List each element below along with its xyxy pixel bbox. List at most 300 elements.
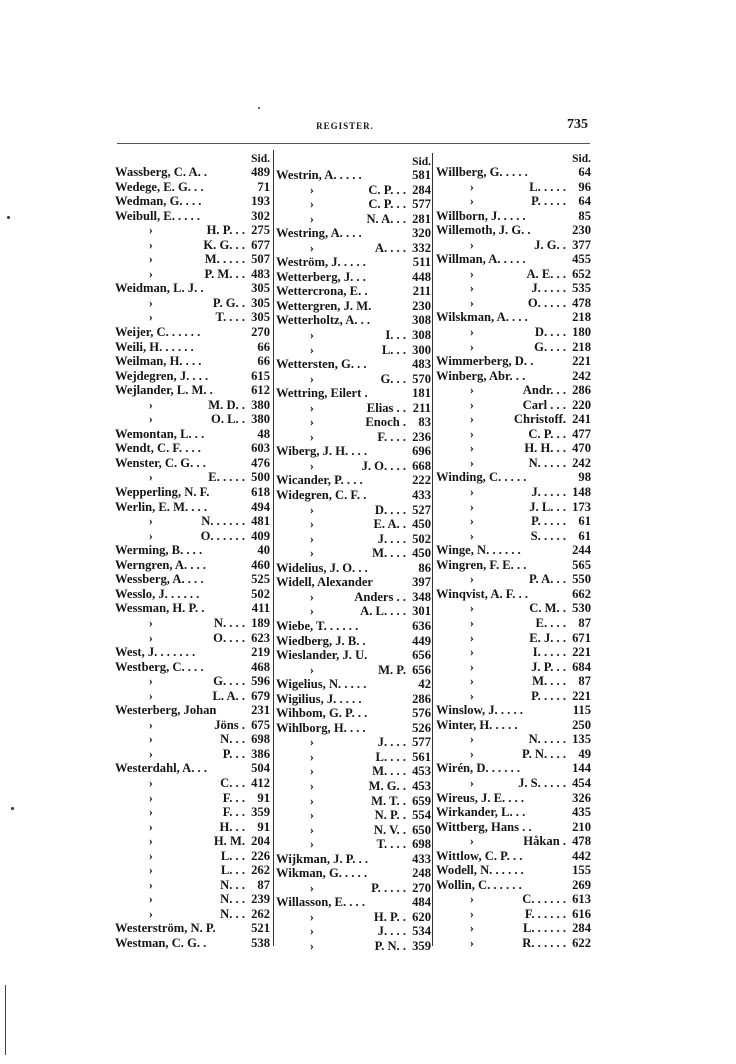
ditto-mark: › — [469, 455, 474, 470]
entry-name: J. P. . . — [531, 659, 566, 674]
index-entry — [436, 281, 591, 296]
entry-page: 242 — [572, 455, 591, 470]
index-entry — [115, 689, 270, 704]
index-entry — [115, 165, 270, 180]
entry-name: Wepperling, N. F. — [115, 485, 210, 500]
spacer — [314, 837, 376, 852]
entry-page: 483 — [412, 357, 431, 372]
ditto-mark: › — [309, 240, 314, 255]
ditto-mark: › — [148, 790, 153, 805]
entry-name: F. . . — [222, 790, 245, 805]
spacer — [153, 718, 214, 733]
entry-page: 504 — [251, 761, 270, 776]
index-entry — [115, 805, 270, 820]
entry-page: 332 — [412, 240, 431, 255]
entry-page: 527 — [412, 502, 431, 517]
ditto-mark: › — [309, 531, 314, 546]
index-entry — [436, 369, 591, 384]
spacer — [200, 209, 245, 224]
ditto-mark: › — [148, 630, 153, 645]
ditto-mark: › — [309, 604, 314, 619]
entry-name: L. . . — [381, 342, 406, 357]
index-entry — [436, 645, 591, 660]
entry-name: R. . . . . . — [522, 935, 566, 950]
entry-name: Winslow, J. . . . . — [436, 703, 523, 718]
ditto-mark: › — [309, 793, 314, 808]
spacer — [368, 284, 406, 299]
index-entry — [276, 852, 431, 867]
entry-page: 301 — [412, 604, 431, 619]
index-entry — [436, 631, 591, 646]
entry-name: A. . . . — [374, 240, 406, 255]
spacer — [474, 601, 529, 616]
index-entry — [436, 747, 591, 762]
index-entry — [276, 212, 431, 227]
entry-page: 684 — [572, 659, 591, 674]
entry-name: N. V. . — [373, 822, 406, 837]
spacer — [314, 663, 378, 678]
ditto-mark: › — [309, 778, 314, 793]
entry-name: O. . . . . . — [200, 528, 245, 543]
entry-page: 269 — [572, 877, 591, 892]
index-entry — [276, 517, 431, 532]
entry-page: 554 — [412, 808, 431, 823]
spacer — [314, 372, 380, 387]
index-entry — [115, 456, 270, 471]
index-entry — [276, 328, 431, 343]
entry-page: 577 — [412, 735, 431, 750]
spacer — [314, 779, 369, 794]
entry-page: 91 — [257, 819, 270, 834]
index-entry — [436, 718, 591, 733]
entry-page: 561 — [412, 749, 431, 764]
index-entry — [436, 587, 591, 602]
scan-speck — [258, 107, 260, 109]
ditto-mark: › — [148, 892, 153, 907]
ditto-mark: › — [148, 805, 153, 820]
spacer — [474, 645, 533, 660]
entry-page: 380 — [251, 412, 270, 427]
entry-page: 453 — [412, 778, 431, 793]
entry-name: S. . . . . — [530, 528, 566, 543]
spacer — [474, 907, 525, 922]
entry-name: J. . . . . — [531, 485, 566, 500]
entry-page: 616 — [572, 906, 591, 921]
spacer — [207, 165, 245, 180]
ditto-mark: › — [148, 266, 153, 281]
index-entry — [276, 473, 431, 488]
ditto-mark: › — [148, 688, 153, 703]
spacer — [209, 485, 245, 500]
entry-page: 64 — [578, 194, 591, 209]
entry-name: Wingren, F. E. . . — [436, 557, 527, 572]
entry-name: J. S. . . . . — [518, 775, 566, 790]
ditto-mark: › — [309, 415, 314, 430]
entry-name: Wedman, G. . . . — [115, 194, 202, 209]
entry-name: H. P. . — [373, 909, 406, 924]
index-entry — [115, 732, 270, 747]
entry-name: M. T. . — [371, 793, 406, 808]
entry-page: 530 — [572, 601, 591, 616]
spacer — [201, 194, 245, 209]
index-entry — [436, 616, 591, 631]
entry-page: 210 — [572, 819, 591, 834]
ditto-mark: › — [148, 252, 153, 267]
entry-name: M. D. . — [208, 397, 245, 412]
ditto-mark: › — [469, 397, 474, 412]
entry-page: 397 — [412, 575, 431, 590]
spacer — [314, 183, 368, 198]
spacer — [528, 310, 566, 325]
index-entry — [436, 601, 591, 616]
spacer — [314, 924, 378, 939]
entry-name: Håkan . — [523, 834, 566, 849]
entry-page: 155 — [572, 863, 591, 878]
index-entry — [115, 863, 270, 878]
entry-page: 239 — [251, 892, 270, 907]
ditto-mark: › — [469, 412, 474, 427]
spacer — [474, 936, 522, 951]
index-entry — [436, 325, 591, 340]
index-entry — [115, 281, 270, 296]
entry-page: 662 — [572, 586, 591, 601]
spacer — [363, 473, 406, 488]
entry-name: P. . . . . — [531, 514, 566, 529]
entry-name: E. . . . — [535, 615, 566, 630]
index-entry — [436, 674, 591, 689]
entry-name: Wirén, D. . . . . . — [436, 761, 521, 776]
index-entry — [115, 325, 270, 340]
spacer — [366, 721, 406, 736]
entry-page: 308 — [412, 328, 431, 343]
index-entry — [276, 226, 431, 241]
entry-page: 211 — [412, 284, 431, 299]
entry-page: 570 — [412, 371, 431, 386]
spacer — [153, 892, 220, 907]
entry-page: 526 — [412, 720, 431, 735]
entry-name: Westrin, A. . . . . — [276, 168, 362, 182]
entry-name: Wigelius, N. . . . . — [276, 677, 367, 692]
spacer — [314, 328, 385, 343]
spacer — [314, 590, 354, 605]
index-entry — [436, 165, 591, 180]
ditto-mark: › — [309, 400, 314, 415]
entry-page: 221 — [572, 354, 591, 369]
index-entry — [436, 820, 591, 835]
entry-page: 386 — [251, 746, 270, 761]
index-entry — [276, 823, 431, 838]
index-entry — [436, 383, 591, 398]
entry-page: 484 — [412, 895, 431, 910]
entry-name: J. . . . — [377, 924, 406, 939]
entry-page: 677 — [251, 237, 270, 252]
spacer — [206, 558, 245, 573]
spacer — [314, 517, 373, 532]
spacer — [153, 689, 212, 704]
scan-speck — [11, 807, 14, 810]
entry-name: Weibull, E. . . . . — [115, 208, 201, 223]
spacer — [194, 340, 245, 355]
entry-name: Westberg, C. . . . — [115, 659, 204, 674]
entry-name: Wessman, H. P. . — [115, 601, 205, 616]
index-entry — [276, 837, 431, 852]
entry-name: Willemoth, J. G. . — [436, 223, 531, 238]
entry-name: Westerström, N. P. — [115, 921, 216, 936]
index-entry — [276, 794, 431, 809]
index-entry — [115, 529, 270, 544]
entry-name: J. . . . — [377, 735, 406, 750]
entry-page: 450 — [412, 546, 431, 561]
entry-page: 148 — [572, 485, 591, 500]
entry-name: Wittberg, Hans . . — [436, 819, 532, 834]
ditto-mark: › — [309, 182, 314, 197]
index-entry — [115, 441, 270, 456]
entry-name: Wicander, P. . . . — [276, 473, 363, 488]
entry-page: 189 — [251, 615, 270, 630]
index-entry — [436, 776, 591, 791]
index-entry — [115, 310, 270, 325]
spacer — [314, 241, 375, 256]
entry-page: 286 — [412, 691, 431, 706]
index-entry — [276, 590, 431, 605]
entry-name: C. P. . . — [368, 197, 406, 212]
index-entry — [276, 561, 431, 576]
spacer — [365, 895, 406, 910]
spacer — [153, 296, 213, 311]
ditto-mark: › — [309, 589, 314, 604]
entry-name: Wihbom, G. P. . . — [276, 706, 368, 721]
spacer — [474, 456, 529, 471]
ditto-mark: › — [309, 662, 314, 677]
index-entry — [115, 921, 270, 936]
entry-page: 193 — [251, 194, 270, 209]
spacer — [314, 808, 375, 823]
entry-name: T. . . . — [376, 837, 406, 852]
spacer — [314, 735, 378, 750]
entry-name: L. . . — [220, 863, 245, 878]
spacer — [367, 357, 406, 372]
ditto-mark: › — [469, 426, 474, 441]
entry-page: 435 — [572, 805, 591, 820]
entry-page: 623 — [251, 630, 270, 645]
ditto-mark: › — [469, 601, 474, 616]
entry-page: 460 — [251, 557, 270, 572]
entry-page: 320 — [412, 226, 431, 241]
index-entry — [436, 863, 591, 878]
entry-name: Wejlander, L. M. . — [115, 383, 213, 398]
entry-page: 538 — [251, 935, 270, 950]
index-entry — [115, 180, 270, 195]
spacer — [474, 281, 531, 296]
entry-name: L. . . . . — [529, 179, 566, 194]
entry-page: 305 — [251, 310, 270, 325]
entry-page: 489 — [251, 165, 270, 179]
entry-name: C. . . . . . — [522, 892, 566, 907]
spacer — [474, 572, 529, 587]
spacer — [153, 398, 208, 413]
entry-name: Weili, H. . . . . . — [115, 339, 194, 354]
index-entry — [276, 721, 431, 736]
spacer — [526, 470, 566, 485]
entry-page: 652 — [572, 266, 591, 281]
entry-name: Willborn, J. . . . . — [436, 208, 526, 223]
entry-page: 449 — [412, 633, 431, 648]
spacer — [528, 587, 566, 602]
index-entry — [115, 660, 270, 675]
entry-name: Willberg, G. . . . . — [436, 165, 528, 179]
entry-name: Westring, A. . . . — [276, 226, 362, 241]
entry-name: P. G. . — [212, 295, 245, 310]
index-entry — [115, 631, 270, 646]
entry-page: 535 — [572, 281, 591, 296]
spacer — [314, 197, 368, 212]
entry-page: 636 — [412, 618, 431, 633]
entry-page: 91 — [257, 790, 270, 805]
index-entry — [276, 692, 431, 707]
ditto-mark: › — [469, 659, 474, 674]
entry-name: O. . . . — [213, 630, 245, 645]
spacer — [216, 921, 245, 936]
index-entry — [436, 500, 591, 515]
index-entry — [436, 470, 591, 485]
spacer — [526, 252, 566, 267]
ditto-mark: › — [148, 237, 153, 252]
entry-name: N. . . — [220, 732, 245, 747]
entry-name: H. . . — [219, 819, 245, 834]
index-entry — [276, 386, 431, 401]
header-rule — [117, 143, 590, 144]
index-entry — [436, 761, 591, 776]
entry-name: Wijkman, J. P. . . — [276, 851, 369, 866]
entry-page: 180 — [572, 325, 591, 340]
spacer — [314, 910, 374, 925]
entry-page: 409 — [251, 528, 270, 543]
entry-page: 411 — [251, 601, 270, 616]
ditto-mark: › — [148, 397, 153, 412]
spacer — [474, 660, 531, 675]
entry-page: 308 — [412, 313, 431, 328]
spacer — [474, 398, 523, 413]
entry-name: Wettergren, J. M. — [276, 298, 372, 313]
entry-name: M. G. . — [368, 778, 406, 793]
spacer — [474, 732, 529, 747]
spacer — [195, 645, 245, 660]
entry-name: C. P. . . — [528, 426, 566, 441]
ditto-mark: › — [148, 775, 153, 790]
spacer — [362, 168, 406, 183]
ditto-mark: › — [469, 688, 474, 703]
entry-page: 230 — [412, 298, 431, 313]
entry-name: Wetterholtz, A. . . — [276, 313, 371, 328]
entry-page: 511 — [412, 255, 431, 270]
ditto-mark: › — [309, 517, 314, 532]
ditto-mark: › — [469, 179, 474, 194]
index-entry — [436, 180, 591, 195]
index-entry — [436, 689, 591, 704]
entry-page: 659 — [412, 793, 431, 808]
entry-name: O. L. . — [211, 412, 245, 427]
index-entry — [276, 546, 431, 561]
ditto-mark: › — [309, 924, 314, 939]
index-entry — [436, 354, 591, 369]
spacer — [474, 529, 531, 544]
entry-name: Winqvist, A. F. . . — [436, 586, 529, 601]
entry-page: 650 — [412, 822, 431, 837]
entry-page: 286 — [572, 383, 591, 398]
spacer — [526, 209, 566, 224]
entry-name: Weidman, L. J. . — [115, 281, 204, 296]
spacer — [204, 572, 245, 587]
entry-page: 478 — [572, 834, 591, 849]
index-entry — [436, 529, 591, 544]
ditto-mark: › — [469, 921, 474, 936]
entry-page: 656 — [412, 648, 431, 663]
entry-name: E. J. . . — [529, 630, 566, 645]
scan-speck — [7, 216, 10, 219]
spacer — [153, 631, 213, 646]
spacer — [153, 238, 203, 253]
ditto-mark: › — [309, 371, 314, 386]
spacer — [153, 732, 220, 747]
entry-page: 222 — [412, 473, 431, 488]
entry-page: 507 — [251, 252, 270, 267]
index-entry — [276, 284, 431, 299]
index-entry — [436, 892, 591, 907]
entry-name: C. . . — [220, 775, 245, 790]
index-entry — [115, 674, 270, 689]
index-entry — [115, 412, 270, 427]
entry-page: 173 — [572, 499, 591, 514]
entry-name: H. M. — [213, 834, 245, 849]
entry-name: Winberg, Abr. . . — [436, 368, 526, 383]
ditto-mark: › — [309, 749, 314, 764]
entry-page: 534 — [412, 924, 431, 939]
ditto-mark: › — [309, 546, 314, 561]
entry-page: 615 — [251, 368, 270, 383]
entry-name: Weilman, H. . . . — [115, 354, 202, 369]
spacer — [523, 703, 566, 718]
entry-name: C. P. . . — [368, 182, 406, 197]
index-entry — [436, 805, 591, 820]
entry-name: Werngren, A. . . . — [115, 557, 207, 572]
spacer — [474, 427, 528, 442]
ditto-mark: › — [469, 266, 474, 281]
entry-name: Werlin, E. M. . . . — [115, 499, 207, 514]
entry-name: P. . . . . — [531, 194, 566, 209]
spacer — [474, 296, 528, 311]
spacer — [153, 776, 220, 791]
entry-page: 85 — [578, 208, 591, 223]
index-entry — [276, 910, 431, 925]
ditto-mark: › — [469, 237, 474, 252]
entry-name: P. M. . . — [204, 266, 245, 281]
index-entry — [115, 369, 270, 384]
entry-page: 679 — [251, 688, 270, 703]
entry-page: 326 — [572, 790, 591, 805]
entry-page: 42 — [418, 677, 431, 692]
index-entry — [276, 415, 431, 430]
index-entry — [115, 936, 270, 951]
index-entry — [436, 849, 591, 864]
entry-name: M. . . . — [372, 764, 406, 779]
entry-name: P. . . . . — [531, 688, 566, 703]
spacer — [314, 430, 377, 445]
column-divider — [432, 153, 433, 946]
entry-name: M. . . . . — [204, 252, 245, 267]
ditto-mark: › — [309, 197, 314, 212]
entry-page: 470 — [572, 441, 591, 456]
entry-page: 96 — [578, 179, 591, 194]
